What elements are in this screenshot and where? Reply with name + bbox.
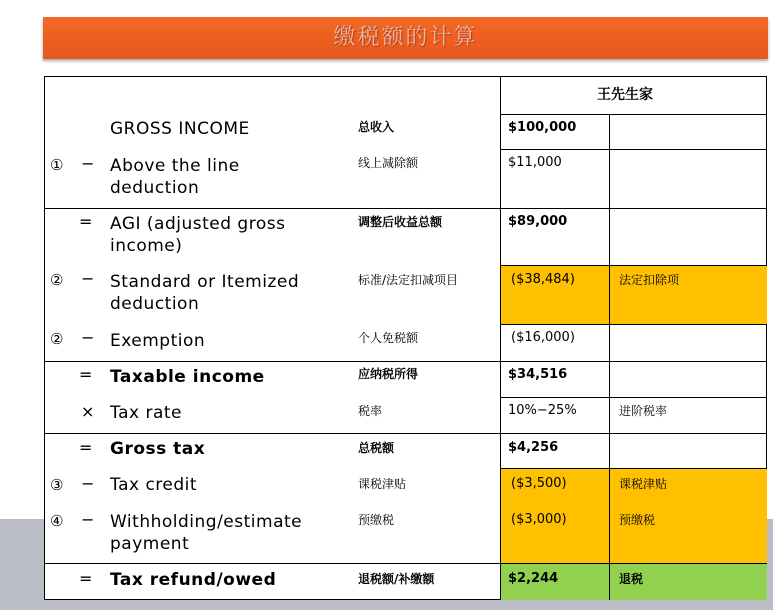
grid-vline bbox=[609, 114, 610, 600]
grid-hline bbox=[500, 397, 767, 398]
row-operator: = bbox=[79, 569, 93, 588]
grid-hline bbox=[45, 361, 767, 362]
row-english-label: Tax rate bbox=[110, 403, 182, 423]
grid-hline bbox=[500, 468, 767, 469]
row-operator: = bbox=[79, 438, 93, 457]
row-operator: = bbox=[79, 365, 93, 384]
row-value: $89,000 bbox=[508, 214, 568, 229]
row-operator: − bbox=[81, 474, 95, 493]
row-english-label: Standard or Itemized deduction bbox=[110, 272, 300, 314]
row-note: 退税 bbox=[619, 572, 644, 586]
row-marker: ③ bbox=[50, 476, 64, 494]
row-marker: ② bbox=[50, 330, 64, 348]
row-english-label: Tax refund/owed bbox=[110, 570, 277, 590]
grid-hline bbox=[500, 265, 767, 266]
row-operator: = bbox=[79, 212, 93, 231]
row-chinese-label: 线上减除额 bbox=[358, 156, 419, 170]
title-underline bbox=[43, 60, 768, 61]
row-english-label: Above the line deduction bbox=[110, 156, 240, 198]
row-value: 10%−25% bbox=[508, 403, 577, 418]
row-note: 进阶税率 bbox=[619, 404, 668, 418]
row-chinese-label: 个人免税额 bbox=[358, 331, 419, 345]
row-operator: − bbox=[81, 328, 95, 347]
row-chinese-label: 课税津贴 bbox=[358, 477, 407, 491]
grid-vline bbox=[500, 77, 501, 600]
grid-hline bbox=[45, 433, 767, 434]
row-operator: × bbox=[81, 402, 95, 421]
row-note: 课税津贴 bbox=[619, 477, 668, 491]
grid-hline bbox=[500, 149, 767, 150]
row-value: $4,256 bbox=[508, 440, 559, 455]
row-english-label: Exemption bbox=[110, 331, 206, 351]
row-chinese-label: 总收入 bbox=[358, 120, 395, 134]
row-chinese-label: 预缴税 bbox=[358, 513, 395, 527]
row-marker: ④ bbox=[50, 512, 64, 530]
row-value: $34,516 bbox=[508, 367, 568, 382]
row-chinese-label: 总税额 bbox=[358, 441, 395, 455]
row-english-label: Withholding/estimate payment bbox=[110, 512, 303, 554]
row-value: ($3,500) bbox=[511, 476, 567, 491]
row-chinese-label: 应纳税所得 bbox=[358, 367, 419, 381]
column-header: 王先生家 bbox=[597, 87, 653, 103]
grid-hline bbox=[45, 563, 767, 564]
row-english-label: Taxable income bbox=[110, 367, 265, 387]
row-note: 预缴税 bbox=[619, 513, 656, 527]
grid-hline bbox=[500, 114, 767, 115]
row-value: $2,244 bbox=[508, 571, 559, 586]
row-marker: ① bbox=[50, 156, 64, 174]
row-note: 法定扣除项 bbox=[619, 273, 680, 287]
row-marker: ② bbox=[50, 271, 64, 289]
row-english-label: GROSS INCOME bbox=[110, 119, 250, 139]
row-english-label: AGI (adjusted gross income) bbox=[110, 214, 286, 256]
row-chinese-label: 退税额/补缴额 bbox=[358, 572, 435, 586]
row-value: ($3,000) bbox=[511, 512, 567, 527]
row-value: ($16,000) bbox=[511, 330, 575, 345]
row-value: ($38,484) bbox=[511, 272, 575, 287]
grid-hline bbox=[500, 324, 767, 325]
row-value: $11,000 bbox=[508, 155, 562, 170]
row-chinese-label: 税率 bbox=[358, 404, 383, 418]
title-banner bbox=[43, 17, 768, 59]
row-value: $100,000 bbox=[508, 120, 577, 135]
row-operator: − bbox=[81, 269, 95, 288]
page-title: 缴税额的计算 bbox=[333, 25, 478, 50]
row-chinese-label: 标准/法定扣减项目 bbox=[358, 273, 459, 287]
row-operator: − bbox=[81, 154, 95, 173]
row-english-label: Gross tax bbox=[110, 439, 206, 459]
row-english-label: Tax credit bbox=[110, 475, 198, 495]
grid-hline bbox=[45, 208, 767, 209]
row-chinese-label: 调整后收益总额 bbox=[358, 215, 443, 229]
row-operator: − bbox=[81, 510, 95, 529]
